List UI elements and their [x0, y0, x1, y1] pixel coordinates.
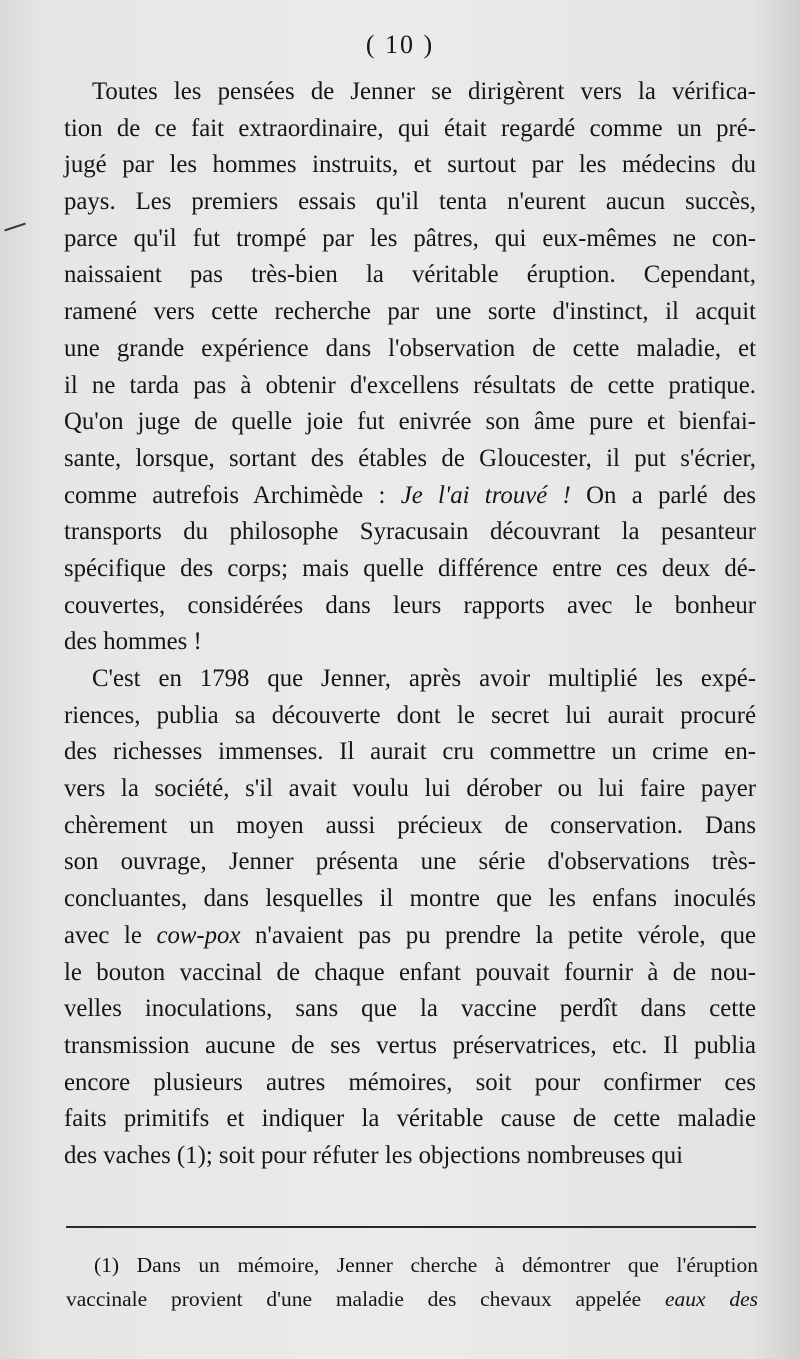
text-line: des richesses immenses. Il aurait cru commettre un crime en- — [64, 738, 756, 766]
text-line: une grande expérience dans l'observation de cette maladie, et — [64, 334, 756, 362]
line-text: vaccinale provient d'une maladie des chevaux appelée — [66, 1287, 665, 1311]
footnotes — [66, 1248, 758, 1316]
text-line: des hommes ! — [64, 628, 202, 656]
text-line: spécifique des corps; mais quelle différence entre ces deux dé- — [64, 554, 756, 582]
main-text — [64, 74, 756, 1175]
text-line: des vaches (1); soit pour réfuter les objections nombreuses qui — [64, 1141, 684, 1169]
text-line: chèrement un moyen aussi précieux de conservation. Dans — [64, 811, 756, 839]
text-line: faits primitifs et indiquer la véritable cause de cette maladie — [64, 1105, 756, 1133]
margin-pen-mark — [4, 223, 26, 232]
text-line: concluantes, dans lesquelles il montre que les enfans inoculés — [64, 885, 756, 913]
text-line: vers la société, s'il avait voulu lui dérober ou lui faire payer — [64, 775, 756, 803]
line-text: avec le — [64, 921, 157, 949]
text-line: encore plusieurs autres mémoires, soit pour confirmer ces — [64, 1068, 756, 1096]
text-line: tion de ce fait extraordinaire, qui était regardé comme un pré- — [64, 114, 756, 142]
footnote-divider — [66, 1226, 756, 1228]
text-line: Qu'on juge de quelle joie fut enivrée son âme pure et bienfai- — [64, 408, 756, 436]
text-line: il ne tarda pas à obtenir d'excellens résultats de cette pratique. — [64, 371, 756, 399]
text-line: son ouvrage, Jenner présenta une série d'observations très- — [64, 848, 756, 876]
text-line: le bouton vaccinal de chaque enfant pouvait fournir à de nou- — [64, 958, 756, 986]
page-number: ( 10 ) — [365, 30, 435, 59]
text-line: pays. Les premiers essais qu'il tenta n'eurent aucun succès, — [64, 188, 756, 216]
footnote-line: (1) Dans un mémoire, Jenner cherche à démontrer que l'éruption — [94, 1253, 758, 1277]
italic-text: Je l'ai trouvé ! — [400, 481, 571, 509]
text-line: couvertes, considérées dans leurs rapports avec le bonheur — [64, 591, 756, 619]
line-text: On a parlé des — [570, 481, 756, 509]
text-line: parce qu'il fut trompé par les pâtres, qui eux-mêmes ne con- — [64, 224, 756, 252]
text-line: C'est en 1798 que Jenner, après avoir multiplié les expé- — [92, 665, 756, 692]
footnote-line — [66, 1282, 758, 1316]
text-line — [64, 478, 756, 515]
italic-text: eaux des — [664, 1287, 758, 1311]
text-line: jugé par les hommes instruits, et surtout par les médecins du — [64, 151, 756, 179]
line-text: n'avaient pas pu prendre la petite vérole, que — [240, 921, 756, 949]
text-line: transports du philosophe Syracusain découvrant la pesanteur — [64, 518, 756, 546]
italic-text: cow-pox — [156, 921, 241, 949]
text-line: velles inoculations, sans que la vaccine perdît dans cette — [64, 995, 756, 1023]
text-line — [64, 918, 756, 955]
text-line: naissaient pas très-bien la véritable éruption. Cependant, — [64, 261, 756, 289]
text-line: ramené vers cette recherche par une sorte d'instinct, il acquit — [64, 298, 756, 326]
text-line: transmission aucune de ses vertus préservatrices, etc. Il publia — [64, 1031, 756, 1059]
text-line: Toutes les pensées de Jenner se dirigèrent vers la vérifica- — [92, 78, 756, 105]
line-text: comme autrefois Archimède : — [64, 481, 401, 509]
text-line: riences, publia sa découverte dont le secret lui aurait procuré — [64, 701, 756, 729]
text-line: sante, lorsque, sortant des étables de Gloucester, il put s'écrier, — [64, 444, 756, 472]
